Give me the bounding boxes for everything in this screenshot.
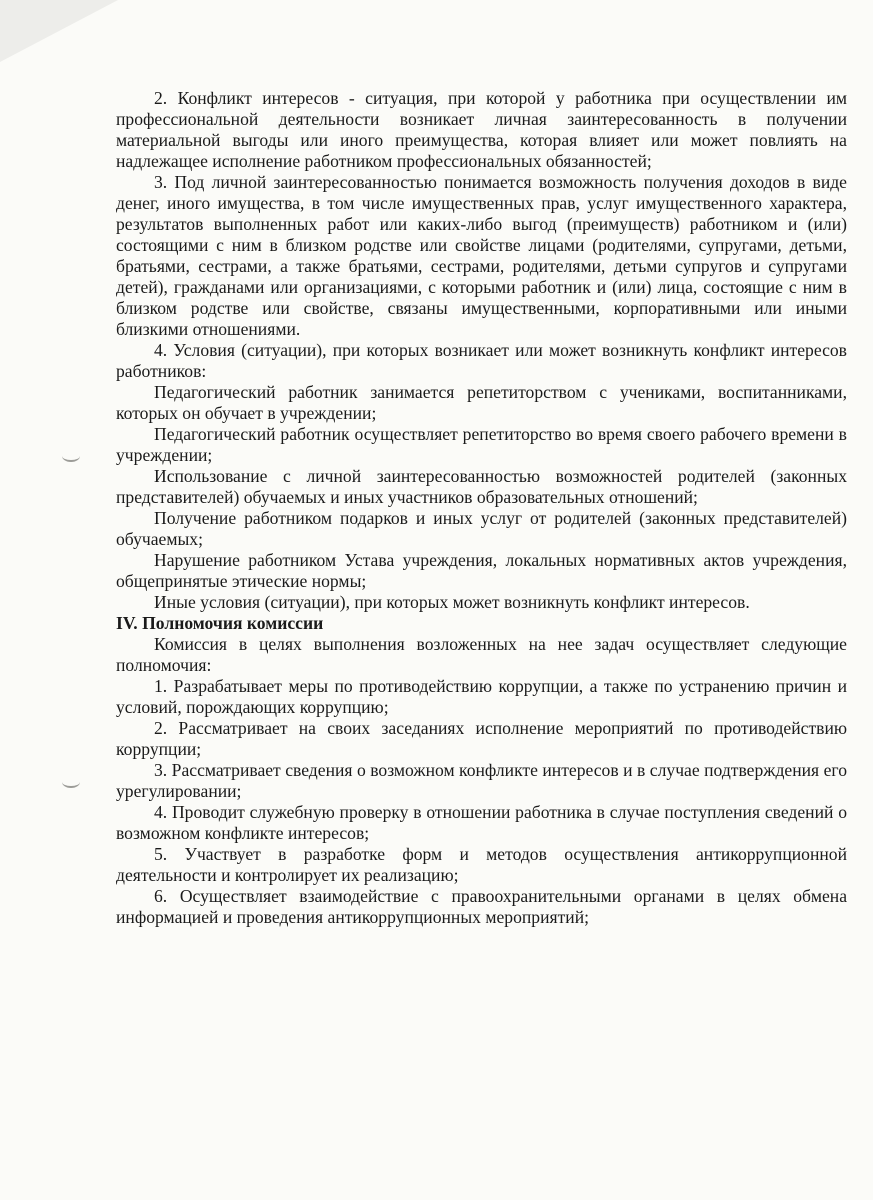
paragraph: 1. Разрабатывает меры по противодействию коррупции, а также по устранению причин и условий, порождающих коррупцию; (116, 676, 847, 717)
paragraph: Педагогический работник занимается репетиторством с учениками, воспитанниками, которых он обучает в учреждении; (116, 382, 847, 423)
punch-hole-mark (62, 776, 80, 788)
paragraph: Иные условия (ситуации), при которых может возникнуть конфликт интересов. (154, 592, 750, 612)
punch-hole-mark (62, 450, 80, 462)
paragraph: 6. Осуществляет взаимодействие с правоохранительными органами в целях обмена информацией и проведения антикоррупционных мероприятий; (116, 886, 847, 927)
paragraph: 3. Под личной заинтересованностью понимается возможность получения доходов в виде денег, иного имущества, в том числе имущественных прав, услуг имущественного характера, результатов выполненных работ или каких-либо выгод (преимуществ) работником и (или) состоящими с ним в близком родстве или свойстве лицами (родителями, супругами, детьми, братьями, сестрами, а также братьями, сестрами, родителями, детьми супругов и супругами детей), гражданами или организациями, с которыми работник и (или) лица, состоящие с ним в близком родстве или свойстве, связаны имущественными, корпоративными или иными близкими отношениями. (116, 172, 847, 339)
paragraph: 4. Проводит служебную проверку в отношении работника в случае поступления сведений о возможном конфликте интересов; (116, 802, 847, 843)
paragraph: 3. Рассматривает сведения о возможном конфликте интересов и в случае подтверждения его урегулировании; (116, 760, 847, 801)
folded-corner (0, 0, 118, 62)
paragraph: Нарушение работником Устава учреждения, локальных нормативных актов учреждения, общепринятые этические нормы; (116, 550, 847, 591)
paragraph: Педагогический работник осуществляет репетиторство во время своего рабочего времени в учреждении; (116, 424, 847, 465)
paragraph: Получение работником подарков и иных услуг от родителей (законных представителей) обучаемых; (116, 508, 847, 549)
paragraph: Использование с личной заинтересованностью возможностей родителей (законных представителей) обучаемых и иных участников образовательных отношений; (116, 466, 847, 507)
paragraph: Комиссия в целях выполнения возложенных на нее задач осуществляет следующие полномочия: (116, 634, 847, 675)
paragraph: 5. Участвует в разработке форм и методов осуществления антикоррупционной деятельности и контролирует их реализацию; (116, 844, 847, 885)
paragraph: 2. Рассматривает на своих заседаниях исполнение мероприятий по противодействию коррупции; (116, 718, 847, 759)
paragraph: 4. Условия (ситуации), при которых возникает или может возникнуть конфликт интересов работников: (116, 340, 847, 381)
section-heading: IV. Полномочия комиссии (116, 613, 324, 633)
document-body (116, 88, 847, 928)
paragraph: 2. Конфликт интересов - ситуация, при которой у работника при осуществлении им профессиональной деятельности возникает личная заинтересованность в получении материальной выгоды или иного преимущества, которая влияет или может повлиять на надлежащее исполнение работником профессиональных обязанностей; (116, 88, 847, 171)
